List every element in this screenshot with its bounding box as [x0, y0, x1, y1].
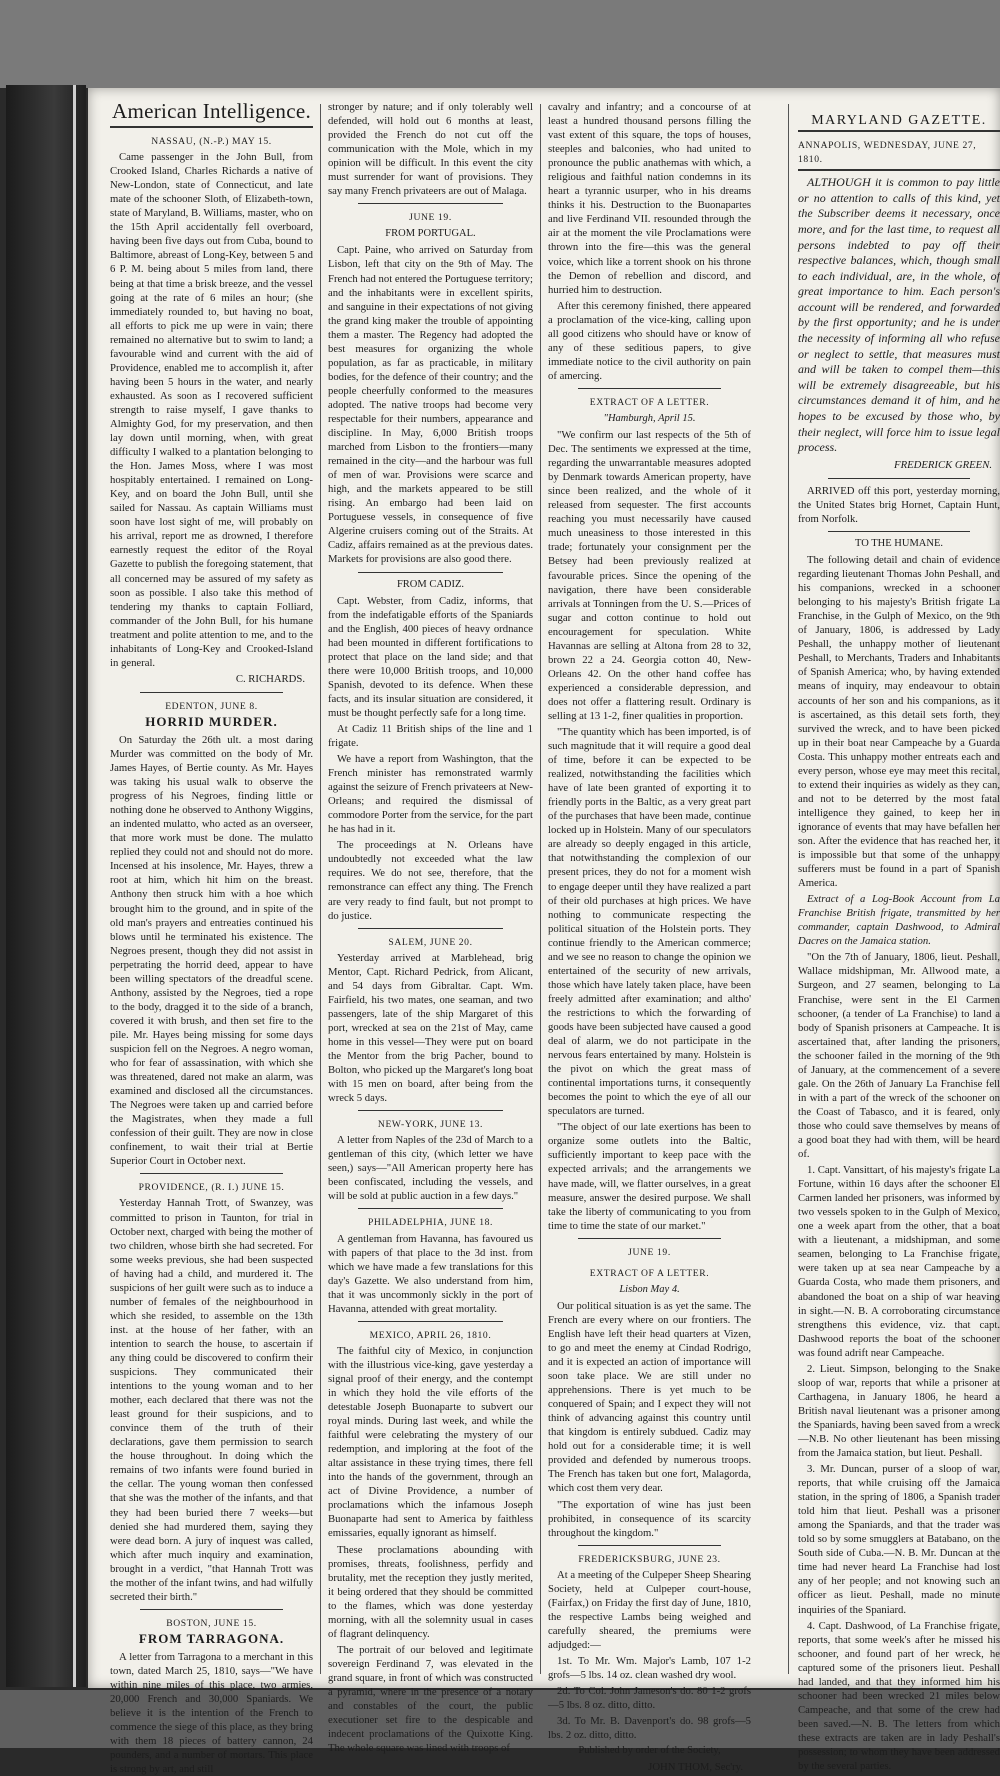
numbered-item: 3. Mr. Duncan, purser of a sloop of war, reports, that while cruising off the Jamaica station, in the spring of 1806, a Spanish trader told him that lieut. Peshall was a prisoner among the Spaniards, and that the trader was told so by some smugglers at Batabano, on the South side of Cuba.—N. B. Mr. Duncan at the time had never heard La Franchise had lost any of her people; and not knowing such an officer as lieut. Peshall, made no minute inquiries of the Spaniard. [798, 1463, 1000, 1616]
column-rule [320, 104, 321, 1674]
divider [358, 928, 503, 929]
article-body: Our political situation is as yet the same. The French are every where on our frontiers. The English have left their head quarters at Vizen, to go and meet the enemy at Cindad Rodrigo, and it is expected an action of importance will soon take place. We are still under no apprehensions. There is yet much to be conquered of Spain; and I expect they will not think of advancing against this country until that kingdom is entirely subdued. Cadiz may hold out for a considerable time; it is well provided and defended by numerous troops. The French has taken but one fort, Malagorda, which cost them very dear. [548, 1299, 751, 1495]
dateline: FREDERICKSBURG, JUNE 23. [578, 1553, 721, 1565]
extract-title: Extract of a Log-Book Account from La Franchise British frigate, transmitted by her commander, captain Dashwood, to Admiral Dacres on the Jamaica station. [798, 893, 1000, 948]
divider [578, 1545, 721, 1546]
article-body: On Saturday the 26th ult. a most daring Murder was committed on the body of Mr. James Hayes, of Bertie county. As Mr. Hayes was taking his usual walk to observe the progress of his Negroes, finding little or nothing done he observed to Anthony Wiggins, an indented mulatto, who acted as an overseer, that more work must be done. The mulatto replied they could not and should not do more. Incensed at his insolence, Mr. Hayes, threw a root at him, which hit him on the breast. Anthony then struck him with a hoe which brought him to the ground, and in spite of the old man's prayers and entreaties continued his blows until he terminated his existence. The Negroes present, though they did not assist in perpetrating the horrid deed, appear to have been willing spectators of the dreadful scene. Anthony, assisted by the Negroes, tied a rope to the body, dragged it to the side of a branch, covered it with brush, and then set fire to the pile. Mr. Hayes being missing for some days suspicion fell on the Negroes. A negro woman, who for fear of assassination, with which she was threatened, dared not make an alarm, was examined and disclosed all the circumstances. The Negroes were taken up and carried before the Magistrates, when they made a full confession of their guilt. They are now in close confinement, to wait their trial at Bertie Superior Court in October next. [110, 733, 313, 1168]
dateline: ANNAPOLIS, WEDNESDAY, JUNE 27, 1810. [798, 140, 977, 166]
article-body: Capt. Paine, who arrived on Saturday from Lisbon, left that city on the 9th of May. The French had not entered the Portuguese territory; and the inhabitants were in excellent spirits, and sanguine in their expectations of not giving the grand king maker the trouble of appointing them a master. The Regency had adopted the best measures for organizing the whole population, as far as practicable, in military bodies, for the defence of their country; and the people cheerfully conformed to the measures adopted. The native troops had become very respectable for their numbers, appearance and discipline. In May, 6,000 British troops marched from Lisbon to the frontiers—many remained in the city—and the harbour was full of men of war. Provisions were scarce and high, and the markets appeared to be still rising. An embargo had been laid on Portuguese vessels, in consequence of five Algerine cruisers coming out of the Straits. At Cadiz, affairs remained as at the previous dates. Markets for provisions are also good there. [328, 244, 533, 566]
article-body: "We confirm our last respects of the 5th of Dec. The sentiments we expressed at the time, regarding the unwarrantable measures adopted by Denmark towards American property, have since been realized, and the whole of it released from sequester. The first accounts reaching you must necessarily have caused much uneasiness to those interested in this trade; fortunately your consignment per the Betsey had been previously realized at favourable prices. Since the opening of the navigation, there have been considerable arrivals at Tonningen from the U. S.—Prices of sugar and cotton continue to hold out encouragement for speculation. White Havannas are selling at Altona from 28 to 32, brown 22 a 24. Georgia cotton 40, New-Orleans 42. On the other hand coffee has experienced a considerable depression, and does not offer a flattering result. Ordinary is selling at 13 1-2, finer qualities in proportion. [548, 429, 751, 722]
publication-note: Published by order of the Society, [578, 1745, 721, 1757]
article-headline: HORRID MURDER. [145, 713, 278, 729]
dateline: SALEM, JUNE 20. [388, 936, 473, 948]
article-body: "The quantity which has been imported, is of such magnitude that it will require a good deal of time, before it can be expected to be realized, notwithstanding the facilities which have of late been granted of exporting it to friendly ports in the Baltic, as a very great part of the purchases that have been made, continue locked up in Holstein. Many of our speculators are already so deeply engaged in this article, that notwithstanding the complexion of our present prices, they do not for a moment wish to engage deeper until they have realized a part of their old purchases at high prices. We have nothing to communicate respecting the political situation of the Holstein ports. They continue friendly to the American commerce; and we see no reason to change the opinion we entertained of the security of new arrivals, those which have lately taken place, have been freely admitted after examination; and altho' the restrictions to which the forwarding of goods have been subjected have caused a good deal of alarm, we do not participate in the nervous fears entertained by many. Holstein is the pivot on which the great mass of continental importations turns, it consequently becomes the point to which the eye of all our speculators are turned. [548, 726, 751, 1118]
article-headline: FROM PORTUGAL. [385, 228, 476, 240]
divider [798, 130, 1000, 132]
article-body: "The object of our late exertions has been to organize some outlets into the Baltic, sufficiently important to keep pace with the expected arrivals; and the arrangements we have made, will, we flatter ourselves, in a great measure, answer the desired purpose. We shall take the liberty of communicating to you from time to time the state of our market." [548, 1121, 751, 1232]
divider [358, 203, 503, 204]
divider [798, 169, 1000, 171]
signature: JOHN THOM, Sec'ry. [648, 1761, 743, 1774]
divider [140, 692, 283, 693]
divider [358, 1208, 503, 1209]
subscriber-notice: ALTHOUGH it is common to pay little or no attention to calls of this kind, yet the Subscriber deems it necessary, once more, and for the last time, to request all persons indebted to pay off their respective balances, which, though small to each individual, are, in the whole, of great importance to him. Each person's account will be rendered, and forwarded by the first opportunity; and he is under the necessity of informing all who refuse or neglect to settle, that measures must and will be taken to compel them—this will be extremely disagreeable, but his circumstances demand it of him, and he hopes to be excused by those who, by their neglect, will force him to issue legal process. [798, 175, 1000, 455]
signature: C. RICHARDS. [235, 672, 305, 685]
prize-item: 3d. To Mr. B. Davenport's do. 98 grofs—5 lbs. 2 oz. ditto, ditto. [548, 1715, 751, 1742]
numbered-item: 1. Capt. Vansittart, of his majesty's frigate La Fortune, within 16 days after the schooner El Carmen landed her prisoners, was informed by two vessels spoken to in the Gulph of Mexico, one a week apart from the other, that a boat with a lieutenant, a midshipman, and some seamen, belonging to La Franchise frigate, were taken up at sea near Campeache by a Guarda Costa, who made them prisoners, and abandoned the boat on a ship of war heaving in sight.—N. B. A corroborating circumstance strengthens this evidence, viz. that capt. Dashwood reports the boat of the schooner was found adrift near Campeache. [798, 1164, 1000, 1359]
article-headline: FROM TARRAGONA. [138, 1630, 285, 1646]
dateline: NEW-YORK, JUNE 13. [377, 1119, 484, 1131]
dateline: MEXICO, APRIL 26, 1810. [369, 1329, 492, 1341]
article-body: "The exportation of wine has just been prohibited, in consequence of its scarcity throughout the kingdom." [548, 1498, 751, 1539]
article-body: "On the 7th of January, 1806, lieut. Peshall, Wallace midshipman, Mr. Allwood mate, a Surgeon, and 27 seamen, belonging to La Franchise, were sent in the El Carmen schooner, (a tender of La Franchise) to land a body of Spanish prisoners at Campeache. It is ascertained that, after landing the prisoners, the schooner failed in the morning of the 9th of January, at the commencement of a severe gale. On the 26th of January La Franchise fell in with a part of the wreck of the schooner on the Coast of Tabasco, and it is feared, only those who could save themselves by means of a good boat they had with them, will be heard of. [798, 951, 1000, 1161]
article-body: After this ceremony finished, there appeared a proclamation of the vice-king, calling upon all good citizens who should have or know of any of these seditious papers, to give immediate notice to the civil authority on pain of amercing. [548, 299, 751, 382]
article-body: We have a report from Washington, that the French minister has remonstrated warmly against the seizure of French privateers at New-Orleans; and required the dismissal of commodore Porter from the service, for the part he has had in it. [328, 753, 533, 836]
article-body: At a meeting of the Culpeper Sheep Shearing Society, held at Culpeper court-house, (Fairfax,) on Friday the first day of June, 1810, the respective Lambs being weighed and carefully sheared, the premiums were adjudged:— [548, 1568, 751, 1651]
dateline: NASSAU, (N.-P.) MAY 15. [151, 136, 272, 148]
dateline: JUNE 19. [409, 212, 452, 224]
column-rule [540, 104, 541, 1674]
divider [578, 1238, 721, 1239]
divider [828, 531, 970, 532]
article-body: A letter from Naples of the 23d of March to a gentleman of this city, (which letter we have seen,) says—"All American property here has been confiscated, including the vessels, and will be sold at public auction in a few days." [328, 1134, 533, 1203]
divider [358, 1110, 503, 1111]
article-headline: EXTRACT OF A LETTER. [589, 1267, 710, 1279]
dateline: PROVIDENCE, (R. I.) JUNE 15. [138, 1182, 285, 1194]
dateline: BOSTON, JUNE 15. [166, 1617, 257, 1629]
article-body: Came passenger in the John Bull, from Crooked Island, Charles Richards a native of New-London, state of Connecticut, and late mate of the schooner Sloth, of Elizabeth-town, state of Maryland, B. Williams, master, who on the 15th April accidentally fell overboard, having been five days out from Cuba, bound to Baltimore, abreast of Long-Key, between 5 and 6 P. M. being about 5 miles from land, there being at that time a brisk breeze, and the vessel going at the rate of 6 miles an hour; (she immediately rounded to, but having no boat, all efforts to pick me up were in vain; there remained no alternative but to swim to land; a favourable wind and current with the aid of Providence, enabled me to accomplish it, after having been 5 hours in the water, and nearly exhausted. As soon as I recovered sufficient strength to raise myself, I gave thanks to Almighty God, for my preservation, and then lay down until morning, when, with great difficulty I walked to a plantation belonging to the Hon. James Moss, where I was most hospitably entertained. I remained on Long-Key, and on board the John Bull, until she sailed for Nassau. As captain Williams must soon have lost sight of me, will probably on his arrival, report me as drowned, I therefore earnestly request the editor of the Royal Gazette to publish the foregoing statement, that all concerned may be assured of my safety as soon as possible. I also take this method of tendering my thanks to captain Folliard, commander of the John Bull, for his humane treatment and polite attention to me, and to the inhabitants of Long-Key and Crooked-Island in general. [110, 151, 313, 669]
article-body: The faithful city of Mexico, in conjunction with the illustrious vice-king, gave yesterday a signal proof of their energy, and the contempt in which they hold the vile efforts of the detestable Joseph Buonaparte to subvert our royal minds. During last week, and while the faithful were celebrating the mystery of our redemption, and imploring at the foot of the altar assistance in these trying times, there fell into the hands of the government, through an act of Divine Providence, a number of proclamations which the infamous Joseph Buonaparte had sent to America by faithless emissaries, equally ignorant as himself. [328, 1344, 533, 1540]
prize-item: 1st. To Mr. Wm. Major's Lamb, 107 1-2 grofs—5 lbs. 14 oz. clean washed dry wool. [548, 1654, 751, 1682]
dateline: EDENTON, JUNE 8. [165, 700, 258, 712]
divider [578, 388, 721, 389]
article-headline: EXTRACT OF A LETTER. [589, 396, 710, 408]
signature: FREDERICK GREEN. [894, 458, 992, 471]
divider [358, 1321, 503, 1322]
article-body: A letter from Tarragona to a merchant in this town, dated March 25, 1810, says—"We have within nine miles of this place, two armies, 20,000 French and 30,000 Spaniards. We believe it is the intention of the French to commence the siege of this place, as they bring with them 18 pieces of battery cannon, 24 pounders, and a number of mortars. This place is strong by art, and still [110, 1650, 313, 1776]
newspaper-page [88, 88, 1000, 1776]
divider [828, 478, 970, 479]
column-3 [548, 100, 751, 1774]
article-body: The following detail and chain of evidence regarding lieutenant Thomas John Peshall, and his companions, wrecked in a schooner belonging to his majesty's British frigate La Franchise, in the Gulph of Mexico, on the 9th of January, 1806, is addressed by Lady Peshall, the unhappy mother of lieutenant Peshall, to Merchants, Traders and Inhabitants of Spanish America; who, by having extended means of inquiry, may endeavour to obtain accounts of her son and his companions, as it is ascertained, as this detail sets forth, they survived the wreck, and to have been picked up in their boat near Campeache by a Guarda Costa. This unhappy mother entreats each and every person, whose eye may meet this recital, to extend their inquiries as widely as they can, and not to be deterred by the most fatal intelligence they gained, to keep her in ignorance of events that may have befallen her son. After the evidence that has reached her, it is impossible but that some of the unhappy sufferers must be found in a part of Spanish America. [798, 554, 1000, 890]
article-body: Yesterday arrived at Marblehead, brig Mentor, Capt. Richard Pedrick, from Alicant, and 54 days from Gibraltar. Capt. Wm. Fairfield, his two mates, one seaman, and two passengers, late of the ship Margaret of this port, wrecked at sea on the 21st of May, came home in this vessel—They were put on board the Mentor from the brig Pacher, bound to Bolton, who picked up the Margaret's long boat with 15 men on board, after being from the wreck 5 days. [328, 951, 533, 1105]
gazette-masthead: MARYLAND GAZETTE. [811, 113, 987, 128]
column-2 [328, 100, 533, 1755]
article-continuation: cavalry and infantry; and a concourse of at least a hundred thousand persons filling the vast extent of this square, the tops of houses, steeples and balconies, who had united to pronounce the public anathemas with which, a religious and faithful nation condemns in its heart a tyrannic usurper, who in his dreams thinks it his. Destruction to the Buonapartes and live Ferdinand VII. resounded through the air at the moment the vile Proclamations were thrown into the fire—this was the general voice, which like a torrent shook on his throne the Demon of rebellion and discord, and hurried him to destruction. [548, 101, 751, 296]
article-body: Capt. Webster, from Cadiz, informs, that from the indefatigable efforts of the Spaniards and the English, 400 pieces of heavy ordnance had been mounted in different fortifications to protect that place on the land side; and that there were 10,000 British troops, and 10,000 Spanish, devoted to its defence. When these facts, and its insular situation are considered, it must be thought perfectly safe for a long time. [328, 594, 533, 719]
book-binding-spine [6, 85, 86, 1687]
divider [358, 572, 503, 573]
article-body: ARRIVED off this port, yesterday morning, the United States brig Hornet, Captain Hunt, from Norfolk. [798, 484, 1000, 525]
column-4 [798, 100, 1000, 1773]
divider [110, 126, 313, 128]
numbered-item: 4. Capt. Dashwood, of La Franchise frigate, reports, that some week's after he missed his schooner, and found part of her wreck, he captured some of the prisoners lieut. Peshall had landed, and that they informed him his schooner had been wrecked 21 miles below Campeache, and that some of the crew had been saved.—N. B. The letters from which these extracts are taken are in lady Peshall's possession; to whom they have been addressed by the several parties. [798, 1619, 1000, 1773]
column-1 [110, 99, 313, 1776]
column-rule [788, 104, 789, 1674]
dateline: PHILADELPHIA, JUNE 18. [367, 1217, 494, 1229]
article-body: A gentleman from Havanna, has favoured us with papers of that place to the 3d inst. from which we have made a few translations for this day's Gazette. We also understand from him, that it was uncommonly sickly in the port of Havanna, attended with great mortality. [328, 1232, 533, 1315]
article-headline: FROM CADIZ. [396, 578, 465, 590]
prize-item: 2d. To Col. John Jameson's do. 80 1-2 grofs—5 lbs. 8 oz. ditto, ditto. [548, 1685, 751, 1712]
section-masthead: American Intelligence. [111, 99, 311, 123]
divider [140, 1173, 283, 1174]
dateline: JUNE 19. [628, 1246, 671, 1258]
scan-background-top [0, 0, 1000, 88]
article-continuation: stronger by nature; and if only tolerably well defended, will hold out 6 months at least, provided the French do not cut off the communication with the Mole, which in my opinion will be difficult. In this event the city must surrender for want of provisions. They say many French privateers are out of Malaga. [328, 101, 533, 198]
article-body: These proclamations abounding with promises, threats, foolishness, perfidy and brutality, met the reception they justly merited, it being ordered that they should be committed to the flames, which was done yesterday morning, with all the solemnity usual in cases of flagrant delinquency. [328, 1543, 533, 1640]
divider [140, 1609, 283, 1610]
article-body: The proceedings at N. Orleans have undoubtedly not exceeded what the law requires. We do not see, therefore, that the remonstrance can effect any thing. The French are very ready to find fault, but not prompt to do justice. [328, 839, 533, 922]
article-body: At Cadiz 11 British ships of the line and 1 frigate. [328, 722, 533, 750]
letter-place: "Hamburgh, April 15. [603, 412, 696, 424]
letter-place: Lisbon May 4. [619, 1283, 680, 1295]
article-body: Yesterday Hannah Trott, of Swanzey, was committed to prison in Taunton, for trial in October next, charged with being the mother of two children, whose birth she had secreted. For some weeks previous, she had been suspected of having had a child, and murdered it. The suspicions of her guilt were such as to induce a number of females of the neighbourhood in which she resided, to assemble on the 13th inst. at the house of her father, with an intention to search the house, to ascertain if any thing could be discovered to confirm their suspicions. They communicated their intentions to the young woman and to her mother, each declared that there was not the least ground for their suspicions, and to convince them of the truth of their declarations, gave them permission to search the house throughout. In doing which the remains of two infants were found buried in the cellar. The young woman then confessed that she was the mother of the infants, and that they had been buried there 7 weeks—but denied she had murdered them, saying they were dead born. A jury of inquest was called, which after much inquiry and examination, brought in a verdict, "that Hannah Trott was the mother of the infant twins, and had wilfully secreted their birth." [110, 1197, 313, 1603]
article-headline: TO THE HUMANE. [855, 538, 943, 550]
numbered-item: 2. Lieut. Simpson, belonging to the Snake sloop of war, reports that while a prisoner at Carthagena, in January 1806, he heard a British naval lieutenant was a prisoner among the Spaniards, having been saved from a wreck—N.B. No other lieutenant has been missing from the Jamaica station, but lieut. Peshall. [798, 1362, 1000, 1460]
article-body: The portrait of our beloved and legitimate sovereign Ferdinand 7, was elevated in the grand square, in front of which was constructed a pyramid, where in the presence of a notary and constables of the court, the public executioner set fire to the despicable and indecent proclamations of the Quixotte King. The whole square was lined with troops of [328, 1643, 533, 1755]
